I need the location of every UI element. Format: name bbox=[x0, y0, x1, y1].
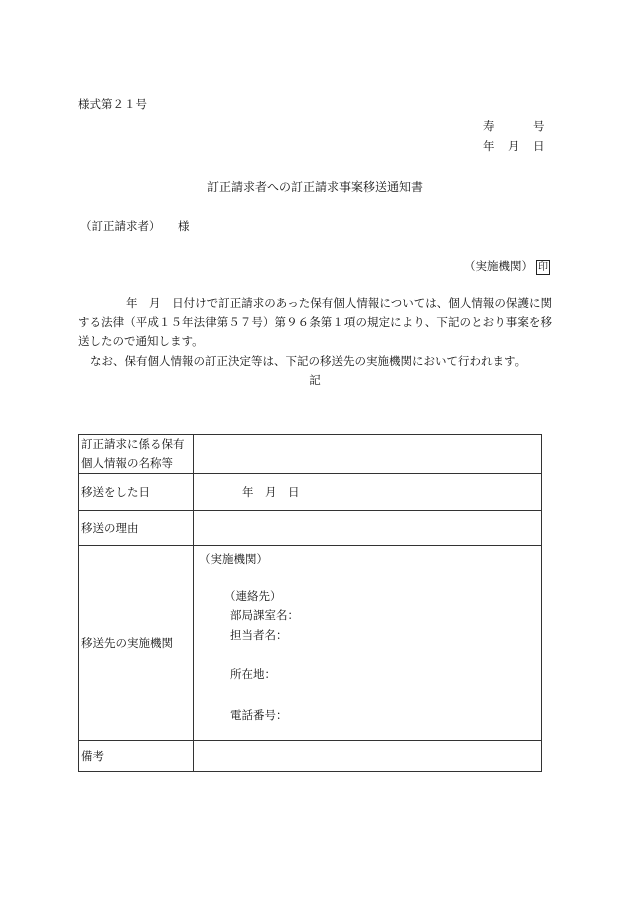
addressee-label: （訂正請求者） bbox=[80, 219, 161, 233]
table-row bbox=[79, 435, 542, 474]
table-row bbox=[79, 511, 542, 546]
remarks-value bbox=[194, 741, 542, 772]
row-label-transfer-date: 移送をした日 bbox=[79, 474, 194, 511]
dest-agency: （実施機関） bbox=[199, 552, 268, 566]
ref-go: 号 bbox=[533, 119, 545, 133]
dest-address: 所在地： bbox=[230, 667, 276, 681]
date-year: 年 bbox=[483, 139, 495, 153]
document-title: 訂正請求者への訂正請求事案移送通知書 bbox=[206, 180, 423, 194]
sender-agency-label: （実施機関） bbox=[464, 259, 533, 273]
reason-value bbox=[194, 511, 542, 546]
info-name-value bbox=[194, 435, 542, 474]
sender-agency bbox=[464, 258, 550, 275]
row-label-reason: 移送の理由 bbox=[79, 511, 194, 546]
addressee bbox=[80, 218, 190, 234]
dest-contact: （連絡先） bbox=[224, 589, 282, 603]
table-row bbox=[79, 474, 542, 511]
transfer-details-table bbox=[78, 434, 542, 772]
dest-department: 部局課室名： bbox=[230, 608, 299, 622]
transfer-date-value bbox=[194, 474, 542, 511]
form-number: 様式第２１号 bbox=[78, 97, 147, 111]
transfer-date-text: 年 月 日 bbox=[242, 484, 300, 499]
date-month: 月 bbox=[508, 139, 520, 153]
table-row bbox=[79, 741, 542, 772]
dest-person: 担当者名： bbox=[230, 628, 288, 642]
destination-value bbox=[194, 546, 542, 741]
seal-mark: 印 bbox=[538, 262, 548, 273]
ref-kotobuki: 寿 bbox=[483, 119, 495, 133]
body-text bbox=[78, 294, 552, 371]
body-paragraph-2: なお、保有個人情報の訂正決定等は、下記の移送先の実施機関において行われます。 bbox=[90, 354, 527, 368]
row-label-destination: 移送先の実施機関 bbox=[79, 546, 194, 741]
row-label-info-name: 訂正請求に係る保有個人情報の名称等 bbox=[79, 435, 194, 474]
dest-phone: 電話番号： bbox=[230, 708, 288, 722]
row-label-remarks: 備考 bbox=[79, 741, 194, 772]
table-row bbox=[79, 546, 542, 741]
body-paragraph-1: 年 月 日付けで訂正請求のあった保有個人情報については、個人情報の保護に関する法律（平成１５年法律第５７号）第９６条第１項の規定により、下記のとおり事案を移送したので通知します。 bbox=[78, 296, 552, 348]
date-day: 日 bbox=[533, 139, 545, 153]
ki-heading: 記 bbox=[309, 373, 321, 387]
addressee-honorific: 様 bbox=[178, 219, 190, 233]
